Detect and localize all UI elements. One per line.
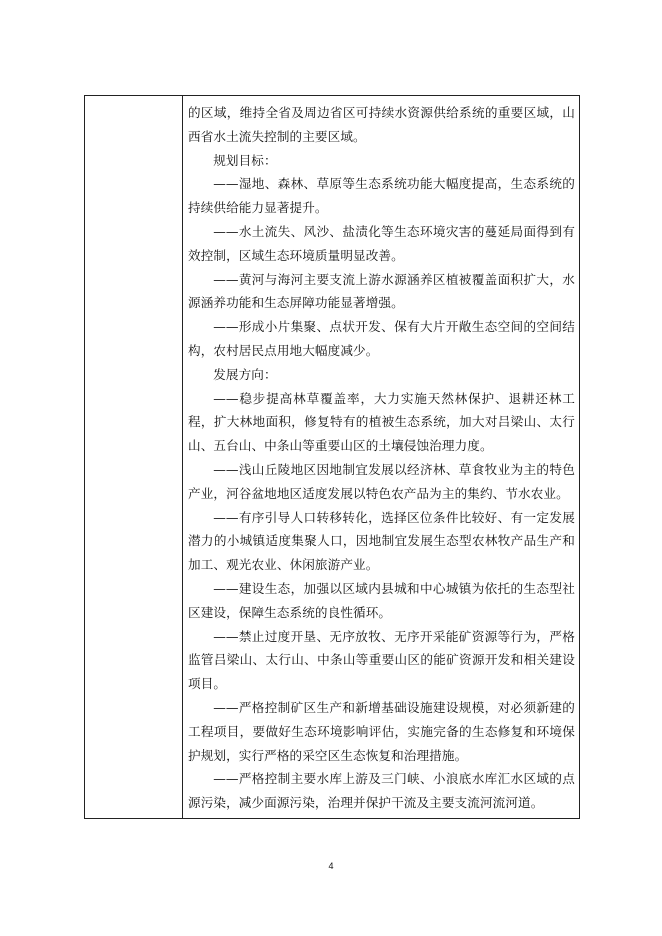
table-label-cell (85, 96, 183, 818)
goal-item-water-conservation: ——黄河与海河主要支流上游水源涵养区植被覆盖面积扩大，水源涵养功能和生态屏障功能显著增强。 (188, 271, 575, 311)
goal-item-ecosystem: ——湿地、森林、草原等生态系统功能大幅度提高，生态系统的持续供给能力显著提升。 (188, 176, 575, 216)
table-content-cell (183, 96, 579, 818)
direction-item-hills-industry: ——浅山丘陵地区因地制宜发展以经济林、草食牧业为主的特色产业，河谷盆地地区适度发展以特色农产品为主的集约、节水农业。 (188, 461, 575, 501)
heading-planning-goals: 规划目标： (213, 152, 277, 168)
direction-item-eco-community: ——建设生态，加强以区域内县城和中心城镇为依托的生态型社区建设，保障生态系统的良性循环。 (188, 580, 575, 620)
paragraph-region-continuation: 的区域，维持全省及周边省区可持续水资源供给系统的重要区域，山西省水土流失控制的主要区域。 (188, 105, 575, 144)
goal-item-erosion-control: ——水土流失、风沙、盐渍化等生态环境灾害的蔓延局面得到有效控制，区域生态环境质量明显改善。 (188, 223, 575, 263)
content-table (84, 95, 580, 819)
direction-item-forest-cover: ——稳步提高林草覆盖率，大力实施天然林保护、退耕还林工程，扩大林地面积，修复特有的植被生态系统，加大对吕梁山、太行山、五台山、中条山等重要山区的土壤侵蚀治理力度。 (188, 390, 575, 454)
goal-item-spatial-structure: ——形成小片集聚、点状开发、保有大片开敞生态空间的空间结构，农村居民点用地大幅度减少。 (188, 319, 575, 358)
direction-item-prohibitions: ——禁止过度开垦、无序放牧、无序开采能矿资源等行为，严格监管吕梁山、太行山、中条山等重要山区的能矿资源开发和相关建设项目。 (188, 628, 575, 692)
heading-development-direction: 发展方向： (213, 366, 277, 382)
direction-item-population: ——有序引导人口转移转化，选择区位条件比较好、有一定发展潜力的小城镇适度集聚人口，因地制宜发展生态型农林牧产品生产和加工、观光农业、休闲旅游产业。 (188, 509, 575, 573)
page-number: 4 (328, 861, 334, 871)
direction-item-mining-control: ——严格控制矿区生产和新增基础设施建设规模，对必须新建的工程项目，要做好生态环境影响评估，实施完备的生态修复和环境保护规划，实行严格的采空区生态恢复和治理措施。 (188, 699, 575, 763)
direction-item-pollution-control: ——严格控制主要水库上游及三门峡、小浪底水库汇水区域的点源污染，减少面源污染，治理并保护干流及主要支流河流河道。 (188, 771, 575, 811)
